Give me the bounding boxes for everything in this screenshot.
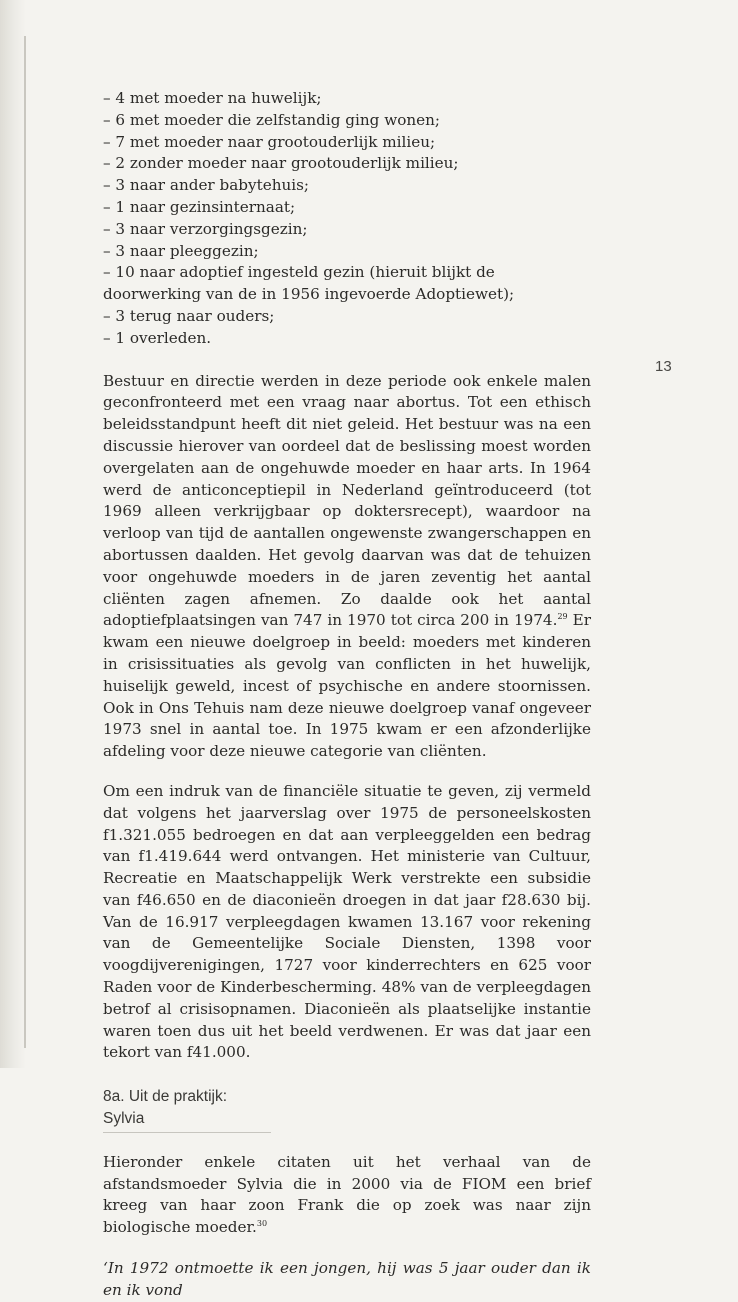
list-item: – 3 naar pleeggezin; <box>103 241 259 260</box>
list-item: – 1 overleden. <box>103 328 212 347</box>
list-item: – 3 naar verzorgingsgezin; <box>103 219 308 238</box>
paragraph-sylvia-intro <box>103 1152 591 1239</box>
footnote-ref: 29 <box>557 612 568 622</box>
paragraph-text: Er kwam een nieuwe doelgroep in beeld: moeders met kinderen in crisissituaties als gevolg van conflicten in het huwelijk, huiselijk geweld, incest of psychische en andere stoornissen. Ook in Ons Tehuis nam deze nieuwe doelgroep vanaf ongeveer 1973 snel in aantal toe. In 1975 kwam er een afzonderlijke afdeling voor deze nieuwe categorie van cliënten. <box>103 611 591 761</box>
list-item: – 3 naar ander babytehuis; <box>103 176 310 195</box>
page-body <box>103 88 591 1302</box>
list-item: – 4 met moeder na huwelijk; <box>103 89 322 107</box>
list-item: – 7 met moeder naar grootouderlijk milieu; <box>103 132 436 151</box>
list-item: – 3 terug naar ouders; <box>103 306 275 325</box>
list-item: – 10 naar adoptief ingesteld gezin (hieruit blijkt de doorwerking van de in 1956 ingevoerde Adoptiewet); <box>103 263 515 304</box>
binding-shadow <box>0 0 26 1068</box>
footnote-ref: 30 <box>256 1219 268 1229</box>
section-heading: 8a. Uit de praktijk: Sylvia <box>103 1086 271 1133</box>
list-item: – 6 met moeder die zelfstandig ging wonen; <box>103 110 441 129</box>
placement-list <box>103 88 591 350</box>
paragraph-text: Hieronder enkele citaten uit het verhaal van de afstandsmoeder Sylvia die in 2000 via de FIOM een brief kreeg van haar zoon Frank die op zoek was naar zijn biologische moeder. <box>103 1152 591 1237</box>
paragraph-abortion-policy <box>103 371 591 763</box>
list-item: – 1 naar gezinsinternaat; <box>103 197 296 216</box>
quote-text: ‘In 1972 ontmoette ik een jongen, hij was 5 jaar ouder dan ik en ik vond <box>103 1259 591 1299</box>
paragraph-finances: Om een indruk van de financiële situatie te geven, zij vermeld dat volgens het jaarverslag over 1975 de personeelskosten f1.321.055 bedroegen en dat aan verpleeggelden een bedrag van f1.419.644 werd ontvangen. Het ministerie van Cultuur, Recreatie en Maatschappelijk Werk verstrekte een subsidie van f46.650 en de diaconieën droegen in dat jaar f28.630 bij. Van de 16.917 verpleegdagen kwamen 13.167 voor rekening van de Gemeentelijke Sociale Diensten, 1398 voor voogdijverenigingen, 1727 voor kinderrechters en 625 voor Raden voor de Kinderbescherming. 48% van de verpleegdagen betrof al crisisopnamen. Diaconieën als plaatselijke instantie waren toen dus uit het beeld verdwenen. Er was dat jaar een tekort van f41.000. <box>103 781 591 1062</box>
page-number: 13 <box>655 358 672 375</box>
list-item: – 2 zonder moeder naar grootouderlijk milieu; <box>103 154 459 173</box>
binding-edge <box>24 36 26 1048</box>
paragraph-text: Bestuur en directie werden in deze periode ook enkele malen geconfronteerd met een vraag naar abortus. Tot een ethisch beleidsstandpunt heeft dit niet geleid. Het bestuur was na een discussie hierover van oordeel dat de beslissing moest worden overgelaten aan de ongehuwde moeder en haar arts. In 1964 werd de anticonceptiepil in Nederland geïntroduceerd (tot 1969 alleen verkrijgbaar op doktersrecept), waardoor na verloop van tijd de aantallen ongewenste zwangerschappen en abortussen daalden. Het gevolg daarvan was dat de tehuizen voor ongehuwde moeders in de jaren zeventig het aantal cliënten zagen afnemen. Zo daalde ook het aantal adoptiefplaatsingen van 747 in 1970 tot circa 200 in 1974. <box>103 371 591 630</box>
